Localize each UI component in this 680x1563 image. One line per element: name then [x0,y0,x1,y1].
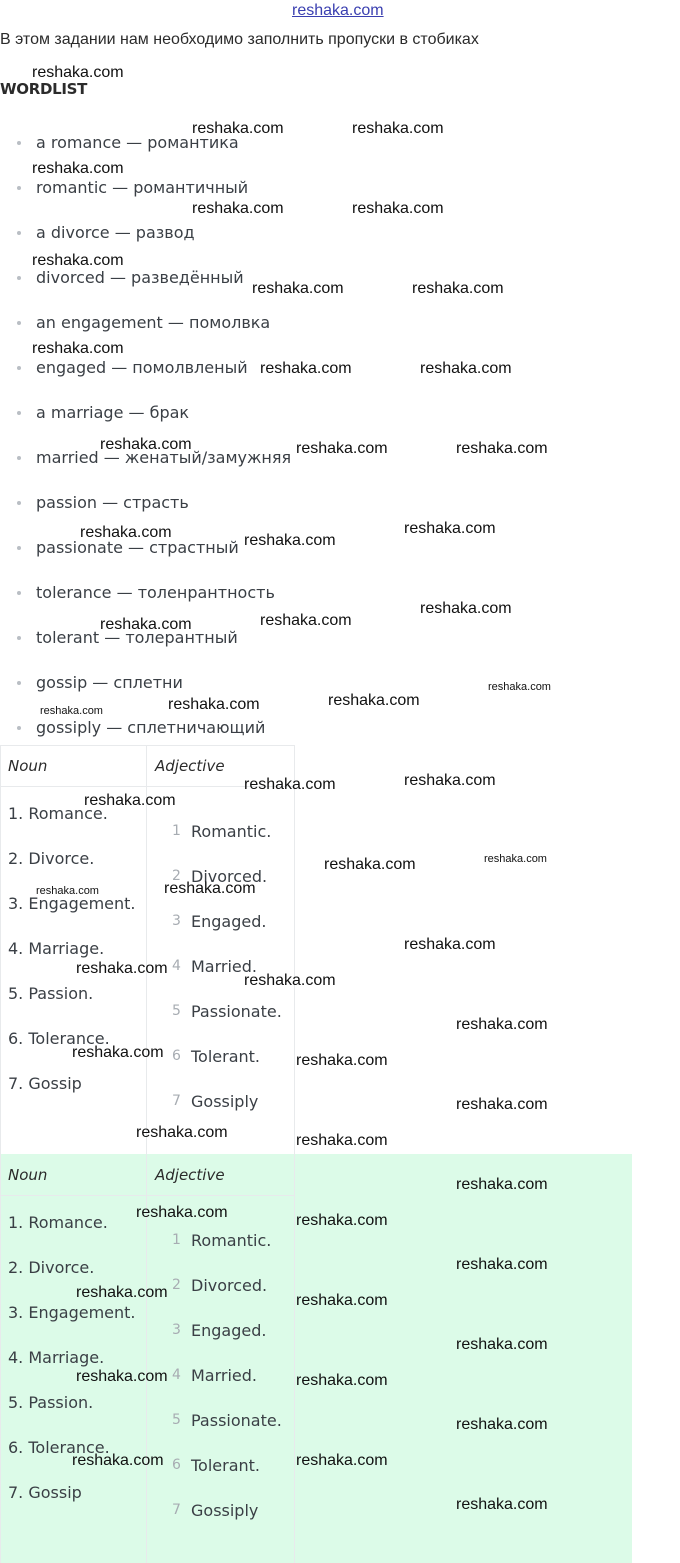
noun-item: 6. Tolerance. [8,1029,110,1048]
bullet-icon [17,231,21,235]
noun-item: 3. Engagement. [8,894,136,913]
bullet-icon [17,501,21,505]
watermark: reshaka.com [456,1096,548,1113]
watermark: reshaka.com [456,440,548,457]
adjective-number: 4 [172,958,181,974]
adjective-number: 3 [172,913,181,929]
adjective-number: 6 [172,1457,181,1473]
bullet-icon [17,186,21,190]
watermark: reshaka.com [484,853,547,865]
noun-header: Noun [8,757,48,775]
watermark: reshaka.com [260,360,352,377]
bullet-icon [17,681,21,685]
watermark: reshaka.com [456,1416,548,1433]
noun-item: 3. Engagement. [8,1303,136,1322]
watermark: reshaka.com [40,705,103,717]
adjective-item: Gossiply [191,1092,259,1111]
watermark: reshaka.com [404,520,496,537]
watermark: reshaka.com [76,1284,168,1301]
noun-item: 6. Tolerance. [8,1438,110,1457]
bullet-icon [17,366,21,370]
adjective-number: 1 [172,1232,181,1248]
wordlist-entry: tolerant — толерантный [36,628,238,647]
watermark: reshaka.com [136,1124,228,1141]
adjective-item: Married. [191,1366,258,1385]
adjective-header: Adjective [155,1166,225,1184]
watermark: reshaka.com [296,1372,388,1389]
watermark: reshaka.com [456,1336,548,1353]
wordlist-entry: a marriage — брак [36,403,190,422]
noun-item: 7. Gossip [8,1074,82,1093]
noun-item: 4. Marriage. [8,939,105,958]
watermark: reshaka.com [456,1496,548,1513]
watermark: reshaka.com [76,1368,168,1385]
watermark: reshaka.com [32,340,124,357]
noun-item: 4. Marriage. [8,1348,105,1367]
noun-item: 2. Divorce. [8,1258,95,1277]
adjective-item: Tolerant. [191,1456,261,1475]
watermark: reshaka.com [296,1212,388,1229]
watermark: reshaka.com [164,880,256,897]
intro-text: В этом задании нам необходимо заполнить пропуски в стобиках [0,31,479,48]
adjective-item: Romantic. [191,1231,272,1250]
watermark: reshaka.com [32,64,124,81]
site-link[interactable]: reshaka.com [292,2,384,19]
adjective-item: Passionate. [191,1411,282,1430]
bullet-icon [17,276,21,280]
adjective-item: Engaged. [191,1321,267,1340]
wordlist-entry: passion — страсть [36,493,189,512]
noun-item: 1. Romance. [8,1213,108,1232]
watermark: reshaka.com [404,936,496,953]
watermark: reshaka.com [252,280,344,297]
watermark: reshaka.com [296,1132,388,1149]
watermark: reshaka.com [76,960,168,977]
bullet-icon [17,591,21,595]
watermark: reshaka.com [412,280,504,297]
adjective-number: 5 [172,1003,181,1019]
wordlist-entry: a divorce — развод [36,223,195,242]
adjective-number: 7 [172,1093,181,1109]
adjective-item: Passionate. [191,1002,282,1021]
bullet-icon [17,456,21,460]
noun-item: 1. Romance. [8,804,108,823]
watermark: reshaka.com [404,772,496,789]
wordlist-entry: engaged — помолвленый [36,358,248,377]
adjective-item: Tolerant. [191,1047,261,1066]
adjective-number: 2 [172,1277,181,1293]
watermark: reshaka.com [420,600,512,617]
watermark: reshaka.com [456,1256,548,1273]
watermark: reshaka.com [324,856,416,873]
wordlist-entry: divorced — разведённый [36,268,244,287]
watermark: reshaka.com [260,612,352,629]
wordlist-entry: an engagement — помолвка [36,313,271,332]
adjective-item: Divorced. [191,1276,268,1295]
adjective-number: 6 [172,1048,181,1064]
adjective-item: Married. [191,957,258,976]
watermark: reshaka.com [244,532,336,549]
noun-header: Noun [8,1166,48,1184]
watermark: reshaka.com [192,120,284,137]
bullet-icon [17,141,21,145]
watermark: reshaka.com [36,885,99,897]
noun-item: 7. Gossip [8,1483,82,1502]
watermark: reshaka.com [456,1016,548,1033]
watermark: reshaka.com [352,120,444,137]
adjective-number: 1 [172,823,181,839]
watermark: reshaka.com [456,1176,548,1193]
watermark: reshaka.com [244,776,336,793]
adjective-item: Divorced. [191,867,268,886]
noun-item: 2. Divorce. [8,849,95,868]
wordlist-entry: tolerance — толенрантность [36,583,275,602]
watermark: reshaka.com [32,252,124,269]
bullet-icon [17,636,21,640]
watermark: reshaka.com [32,160,124,177]
section-title: WORDLIST [0,80,88,98]
adjective-header: Adjective [155,757,225,775]
adjective-number: 4 [172,1367,181,1383]
noun-item: 5. Passion. [8,1393,94,1412]
watermark: reshaka.com [192,200,284,217]
watermark: reshaka.com [84,792,176,809]
watermark: reshaka.com [488,681,551,693]
watermark: reshaka.com [72,1452,164,1469]
adjective-number: 2 [172,868,181,884]
adjective-number: 7 [172,1502,181,1518]
watermark: reshaka.com [72,1044,164,1061]
wordlist-entry: romantic — романтичный [36,178,249,197]
watermark: reshaka.com [136,1204,228,1221]
watermark: reshaka.com [296,1292,388,1309]
adjective-item: Gossiply [191,1501,259,1520]
watermark: reshaka.com [100,436,192,453]
adjective-item: Romantic. [191,822,272,841]
noun-item: 5. Passion. [8,984,94,1003]
watermark: reshaka.com [296,1052,388,1069]
wordlist-entry: a romance — романтика [36,133,239,152]
table-header-divider [0,1195,294,1196]
watermark: reshaka.com [352,200,444,217]
watermark: reshaka.com [80,524,172,541]
wordlist-entry: married — женатый/замужняя [36,448,292,467]
watermark: reshaka.com [100,616,192,633]
table-border [0,745,294,746]
wordlist-entry: gossiply — сплетничающий [36,718,266,737]
watermark: reshaka.com [244,972,336,989]
bullet-icon [17,321,21,325]
bullet-icon [17,726,21,730]
wordlist-entry: passionate — страстный [36,538,239,557]
adjective-number: 5 [172,1412,181,1428]
watermark: reshaka.com [296,440,388,457]
wordlist-entry: gossip — сплетни [36,673,183,692]
bullet-icon [17,546,21,550]
adjective-item: Engaged. [191,912,267,931]
watermark: reshaka.com [296,1452,388,1469]
watermark: reshaka.com [420,360,512,377]
watermark: reshaka.com [168,696,260,713]
watermark: reshaka.com [328,692,420,709]
adjective-number: 3 [172,1322,181,1338]
bullet-icon [17,411,21,415]
